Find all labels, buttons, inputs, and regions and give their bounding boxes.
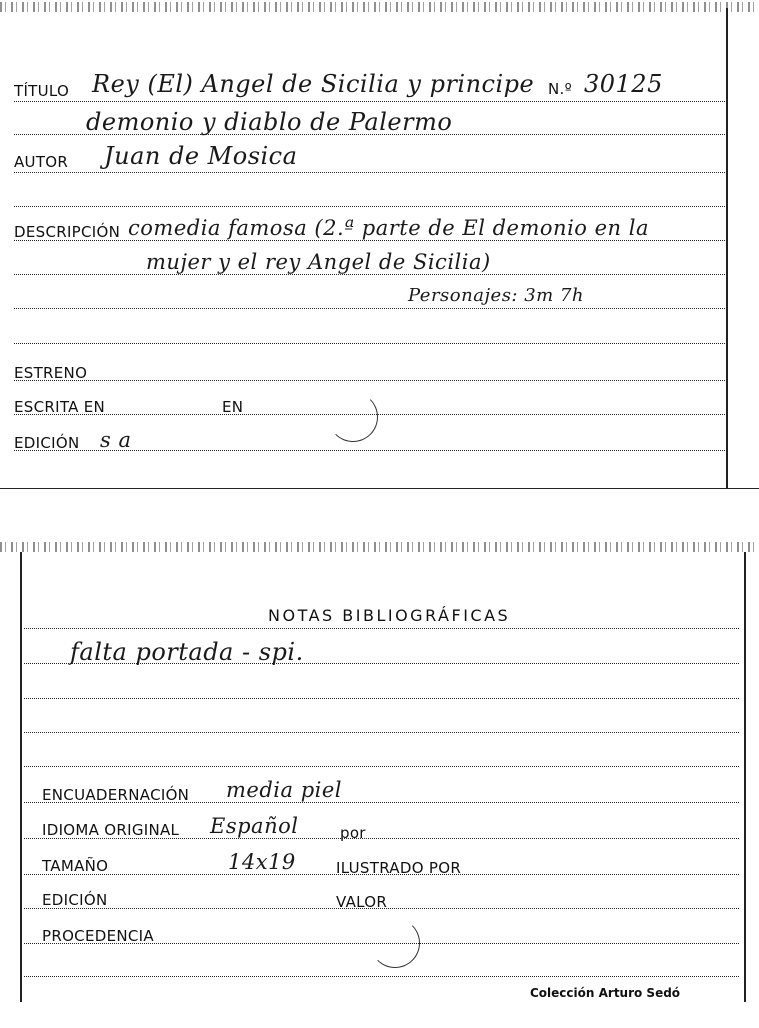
titulo-rule-2 bbox=[14, 134, 727, 135]
card-top-edge bbox=[0, 2, 759, 12]
notes-rule-3 bbox=[24, 698, 739, 699]
collection-credit: Colección Arturo Sedó bbox=[530, 986, 681, 1000]
tamano-rule bbox=[24, 874, 739, 875]
descripcion-value-continued: mujer y el rey Angel de Sicilia) bbox=[146, 250, 491, 274]
edicion-label: EDICIÓN bbox=[42, 891, 108, 909]
descripcion-rule bbox=[14, 240, 727, 241]
edicion-rule bbox=[24, 908, 739, 909]
descripcion-label: DESCRIPCIÓN bbox=[14, 223, 121, 241]
autor-label: AUTOR bbox=[14, 153, 69, 171]
catalog-card bbox=[0, 0, 759, 495]
titulo-rule bbox=[14, 101, 727, 102]
notes-rule-5 bbox=[24, 766, 739, 767]
valor-label: VALOR bbox=[336, 893, 388, 911]
idioma-label: IDIOMA ORIGINAL bbox=[42, 821, 180, 839]
card-bottom-edge bbox=[0, 488, 759, 489]
escrita-en-label: ESCRITA EN bbox=[14, 398, 106, 416]
estreno-label: ESTRENO bbox=[14, 364, 88, 382]
notes-card bbox=[0, 538, 759, 1020]
encuadernacion-value: media piel bbox=[226, 778, 342, 802]
edicion-label: EDICIÓN bbox=[14, 434, 80, 452]
note-line: falta portada - spi. bbox=[70, 638, 304, 666]
descripcion-value: comedia famosa (2.ª parte de El demonio en la bbox=[128, 216, 649, 240]
descripcion-rule-4 bbox=[14, 343, 727, 344]
estreno-rule bbox=[14, 380, 727, 381]
numero-value: 30125 bbox=[584, 70, 663, 98]
blank-rule bbox=[14, 206, 727, 207]
encuadernacion-label: ENCUADERNACIÓN bbox=[42, 786, 190, 804]
idioma-rule bbox=[24, 838, 739, 839]
descripcion-rule-2 bbox=[14, 274, 727, 275]
descripcion-rule-3 bbox=[14, 308, 727, 309]
en-label: EN bbox=[222, 398, 244, 416]
personajes-note: Personajes: 3m 7h bbox=[408, 285, 585, 306]
edicion-rule bbox=[14, 450, 727, 451]
por-label: por bbox=[340, 824, 366, 842]
card-right-edge bbox=[726, 8, 728, 488]
edicion-value: s a bbox=[100, 428, 132, 452]
notes-card-left-edge bbox=[20, 552, 22, 1002]
notes-heading: NOTAS BIBLIOGRÁFICAS bbox=[268, 606, 511, 625]
faded-stamp bbox=[370, 918, 420, 968]
notes-card-top-edge bbox=[0, 542, 759, 552]
faded-stamp bbox=[328, 392, 378, 442]
notes-rule-4 bbox=[24, 732, 739, 733]
titulo-value: Rey (El) Angel de Sicilia y principe bbox=[92, 70, 535, 98]
encuadernacion-rule bbox=[24, 802, 739, 803]
notes-rule-1 bbox=[24, 628, 739, 629]
idioma-value: Español bbox=[210, 814, 299, 838]
tamano-value: 14x19 bbox=[228, 850, 296, 874]
notes-rule-2 bbox=[24, 663, 739, 664]
autor-value: Juan de Mosica bbox=[104, 142, 298, 170]
titulo-value-continued: demonio y diablo de Palermo bbox=[86, 108, 453, 136]
notes-card-right-edge bbox=[744, 552, 746, 1002]
numero-label: N.º bbox=[548, 80, 572, 98]
ilustrado-label: ILUSTRADO POR bbox=[336, 859, 462, 877]
tamano-label: TAMAÑO bbox=[42, 857, 109, 875]
notes-rule-last bbox=[24, 976, 739, 977]
procedencia-label: PROCEDENCIA bbox=[42, 927, 154, 945]
titulo-label: TÍTULO bbox=[14, 82, 70, 100]
autor-rule bbox=[14, 172, 727, 173]
